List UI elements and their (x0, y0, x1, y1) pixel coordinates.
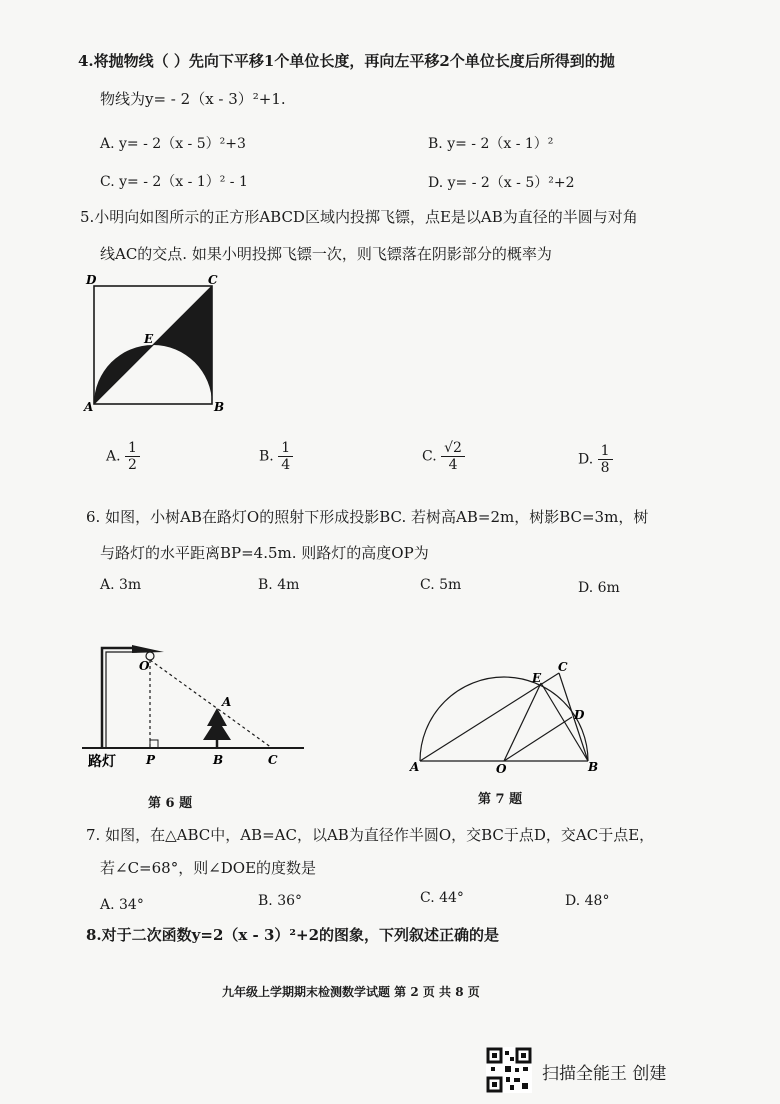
q7-option-d: D. 48° (565, 893, 610, 909)
denominator: 8 (600, 460, 610, 476)
option-letter: A. (106, 448, 121, 465)
numerator: 1 (125, 440, 140, 457)
q5-line1: 5.小明向如图所示的正方形ABCD区域内投掷飞镖，点E是以AB为直径的半圆与对角 (80, 208, 638, 226)
option-letter: C. (422, 448, 437, 465)
label-a: A (222, 695, 232, 709)
fraction (125, 440, 140, 473)
q6-caption: 第 6 题 (148, 796, 193, 811)
q6-line1: 6. 如图，小树AB在路灯O的照射下形成投影BC. 若树高AB=2m，树影BC=3m，树 (86, 508, 649, 526)
option-letter: D. (578, 451, 594, 468)
q5-option-b (259, 440, 293, 473)
qr-code-icon (486, 1047, 532, 1093)
q5-option-c (422, 440, 465, 473)
q8-line1: 8.对于二次函数y=2（x - 3）²+2的图象，下列叙述正确的是 (86, 926, 500, 944)
label-e: E (144, 332, 154, 346)
q6-option-b: B. 4m (258, 577, 300, 593)
q7-line1: 7. 如图，在△ABC中，AB=AC，以AB为直径作半圆O，交BC于点D，交AC于点E， (86, 826, 655, 844)
shaded-region-right (153, 286, 212, 404)
q4-option-c: C. y= - 2（x - 1）² - 1 (100, 174, 248, 190)
label-o: O (496, 762, 507, 775)
lamp-head (132, 645, 164, 653)
q7-caption: 第 7 题 (478, 792, 523, 807)
q5-option-a (106, 440, 140, 473)
q4-option-d: D. y= - 2（x - 5）²+2 (428, 175, 575, 191)
numerator: 1 (278, 440, 293, 457)
lamp-post (102, 648, 137, 748)
q5-option-d (578, 443, 613, 476)
q7-option-c: C. 44° (420, 890, 464, 906)
label-b: B (588, 760, 599, 774)
q6-option-a: A. 3m (100, 577, 142, 593)
q7-option-b: B. 36° (258, 893, 303, 909)
label-d: D (574, 708, 585, 722)
denominator: 4 (448, 457, 458, 473)
label-b: B (214, 400, 225, 414)
q7-figure (408, 655, 603, 775)
denominator: 4 (281, 457, 291, 473)
label-a: A (84, 400, 94, 414)
q5-figure (80, 270, 230, 420)
label-a: A (410, 760, 420, 774)
page-footer: 九年级上学期期末检测数学试题 第 2 页 共 8 页 (222, 985, 480, 999)
segment-ac (420, 673, 559, 761)
scanner-brand-text: 扫描全能王 创建 (542, 1064, 667, 1084)
label-lamp: 路灯 (88, 754, 116, 770)
q4-line1: 4.将抛物线（ ）先向下平移1个单位长度，再向左平移2个单位长度后所得到的抛 (78, 52, 615, 70)
numerator: 1 (598, 443, 613, 460)
right-angle-mark (150, 740, 158, 748)
numerator: √2 (441, 440, 465, 457)
option-letter: B. (259, 448, 274, 465)
segment-eb (541, 683, 588, 761)
q7-option-a: A. 34° (100, 897, 144, 913)
q6-option-d: D. 6m (578, 580, 620, 596)
fraction (598, 443, 613, 476)
q4-option-b: B. y= - 2（x - 1）² (428, 136, 554, 152)
fraction (278, 440, 293, 473)
label-c: C (208, 273, 218, 287)
q6-figure (82, 640, 308, 770)
fraction (441, 440, 465, 473)
q4-line2: 物线为y= - 2（x - 3）²+1. (100, 90, 286, 108)
q7-line2: 若∠C=68°，则∠DOE的度数是 (100, 859, 317, 877)
q6-option-c: C. 5m (420, 577, 462, 593)
tree-icon (203, 708, 231, 740)
q5-line2: 线AC的交点. 如果小明投掷飞镖一次，则飞镖落在阴影部分的概率为 (100, 245, 552, 263)
label-c: C (558, 660, 568, 674)
label-b: B (213, 753, 224, 767)
label-c: C (268, 753, 278, 767)
label-e: E (532, 671, 542, 685)
q6-line2: 与路灯的水平距离BP=4.5m. 则路灯的高度OP为 (100, 544, 429, 562)
label-p: P (146, 753, 156, 767)
label-o: O (139, 659, 150, 673)
label-d: D (86, 273, 97, 287)
lamp-post-inner (106, 652, 137, 748)
q4-option-a: A. y= - 2（x - 5）²+3 (100, 136, 246, 152)
denominator: 2 (128, 457, 137, 473)
